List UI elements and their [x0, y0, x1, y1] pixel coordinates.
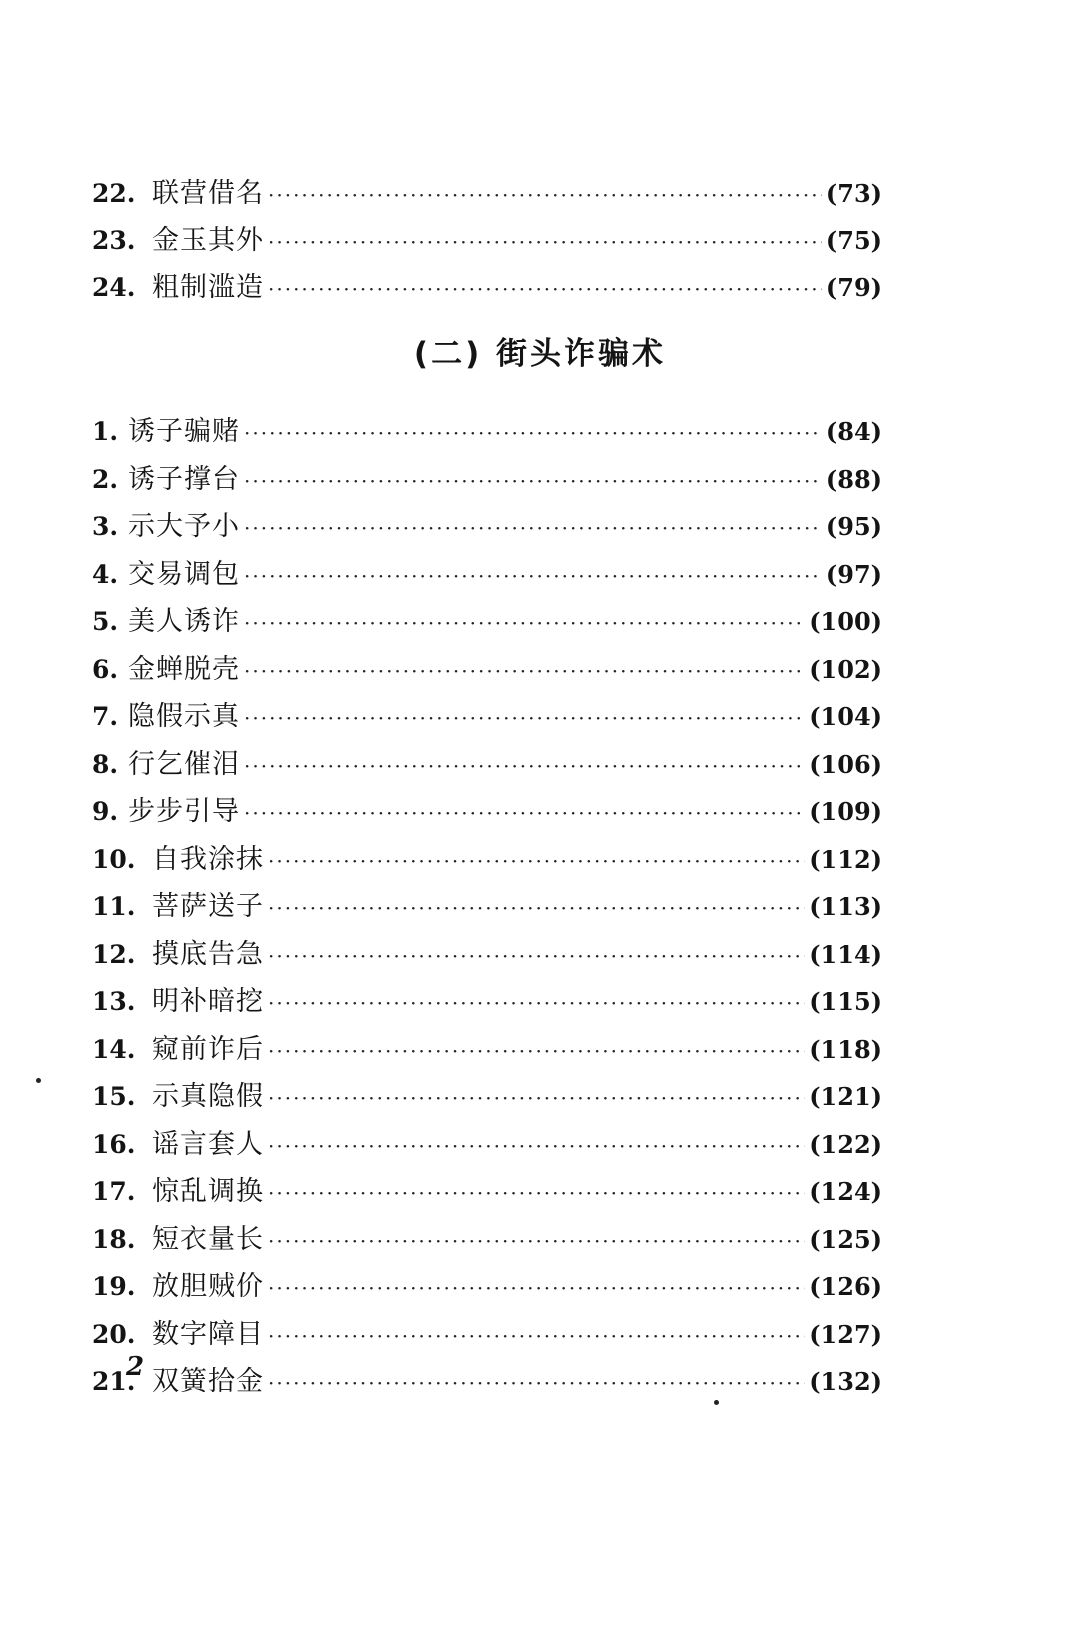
- toc-entry: [92, 693, 882, 741]
- toc-entry-number: 18.: [92, 1224, 136, 1254]
- toc-leader-dots: [244, 600, 805, 648]
- section-heading: (二) 街头诈骗术: [413, 336, 667, 372]
- toc-entry-page: (127): [809, 1319, 882, 1349]
- toc-entry-title: 步步引导: [128, 796, 240, 827]
- toc-entry: [92, 978, 882, 1026]
- toc-leader-dots: [268, 1218, 805, 1266]
- toc-entry-number: 2.: [92, 464, 119, 494]
- toc-entry-page: (73): [825, 179, 882, 208]
- toc-entry: [92, 1358, 882, 1406]
- toc-leader-dots: [244, 553, 822, 601]
- toc-entry-number: 15.: [92, 1082, 136, 1111]
- toc-entry-page: (132): [809, 1367, 882, 1396]
- toc-leader-dots: [244, 458, 822, 506]
- toc-entry: [92, 931, 882, 979]
- toc-entry-title: 短衣量长: [152, 1223, 264, 1255]
- toc-entry: [92, 408, 882, 456]
- toc-entry-number: 22.: [92, 179, 136, 208]
- toc-entry-number: 12.: [92, 939, 136, 969]
- toc-entry-page: (118): [809, 1034, 882, 1064]
- toc-entry-title: 双簧拾金: [152, 1366, 264, 1397]
- toc-entry-title: 粗制滥造: [152, 272, 264, 303]
- toc-entry-title: 示真隐假: [152, 1081, 264, 1112]
- toc-entry-title: 谣言套人: [152, 1128, 264, 1160]
- toc-entry-number: 21.: [92, 1367, 136, 1396]
- toc-leader-dots: [244, 410, 822, 458]
- toc-leader-dots: [268, 266, 822, 313]
- toc-entry: [92, 1311, 882, 1359]
- toc-entry-page: (102): [809, 654, 882, 684]
- toc-entry-title: 明补暗挖: [152, 986, 264, 1017]
- toc-leader-dots: [268, 933, 805, 981]
- toc-entry-page: (122): [809, 1129, 882, 1159]
- toc-entry-title: 隐假示真: [128, 701, 240, 732]
- toc-entry-title: 交易调包: [128, 558, 240, 590]
- toc-entry: [92, 264, 882, 311]
- toc-entry-number: 13.: [92, 987, 136, 1016]
- toc-entry-number: 14.: [92, 1034, 136, 1064]
- toc-entry-number: 7.: [92, 702, 119, 731]
- toc-entry-number: 8.: [92, 749, 119, 779]
- toc-entry-number: 24.: [92, 273, 136, 302]
- toc-entry-number: 20.: [92, 1319, 136, 1349]
- toc-entry-title: 行乞催泪: [128, 748, 240, 780]
- toc-entry: [92, 646, 882, 694]
- toc-entry-number: 19.: [92, 1272, 136, 1301]
- toc-entry-title: 惊乱调换: [152, 1176, 264, 1207]
- toc-entry-page: (112): [809, 844, 882, 874]
- toc-entry-page: (79): [825, 273, 882, 302]
- toc-entry-number: 1.: [92, 417, 119, 446]
- toc-entry: [92, 788, 882, 836]
- toc-entry-number: 10.: [92, 844, 136, 874]
- print-speck: [714, 1400, 719, 1405]
- toc-entry-page: (109): [809, 797, 882, 826]
- toc-leader-dots: [268, 1170, 805, 1218]
- toc-entry: [92, 883, 882, 931]
- toc-entry-number: 23.: [92, 226, 136, 255]
- toc-entry: [92, 551, 882, 599]
- toc-leader-dots: [244, 695, 805, 743]
- toc-entry-number: 9.: [92, 797, 119, 826]
- toc-entry-title: 美人诱诈: [128, 606, 240, 637]
- toc-entry: [92, 1026, 882, 1074]
- toc-leader-dots: [268, 980, 805, 1028]
- page-number: 2: [126, 1352, 145, 1382]
- toc-leader-dots: [268, 1313, 805, 1361]
- toc-leader-dots: [244, 790, 805, 838]
- toc-entry-page: (100): [809, 607, 882, 636]
- toc-entry: [92, 503, 882, 551]
- toc-leader-dots: [268, 1028, 805, 1076]
- toc-entry-page: (126): [809, 1272, 882, 1301]
- toc-leader-dots: [268, 838, 805, 886]
- toc-entry: [92, 1121, 882, 1169]
- toc-entry-page: (106): [809, 749, 882, 779]
- toc-entry-title: 菩萨送子: [152, 891, 264, 922]
- toc-entry-page: (121): [809, 1082, 882, 1111]
- toc-entry: [92, 1216, 882, 1264]
- toc-entry-page: (84): [825, 417, 882, 446]
- toc-entry-page: (113): [809, 892, 882, 921]
- toc-entry-title: 金蝉脱壳: [128, 653, 240, 685]
- toc-entry: [92, 1168, 882, 1216]
- toc-section-list: [92, 408, 882, 1406]
- toc-entry: [92, 598, 882, 646]
- toc-entry-page: (124): [809, 1177, 882, 1206]
- toc-entry-title: 诱子骗赌: [128, 416, 240, 447]
- toc-leader-dots: [244, 743, 805, 791]
- toc-entry-title: 数字障目: [152, 1318, 264, 1350]
- toc-entry-title: 诱子撑台: [128, 463, 240, 495]
- toc-leader-dots: [268, 219, 822, 266]
- toc-entry: [92, 741, 882, 789]
- toc-entry-page: (114): [809, 939, 882, 969]
- toc-continued-list: [92, 170, 882, 311]
- toc-entry-page: (115): [809, 987, 882, 1016]
- toc-entry: [92, 1263, 882, 1311]
- toc-entry-number: 6.: [92, 654, 119, 684]
- toc-entry-title: 示大予小: [128, 511, 240, 542]
- print-speck: [36, 1078, 41, 1083]
- toc-entry-page: (88): [825, 464, 882, 494]
- toc-entry-title: 金玉其外: [152, 225, 264, 256]
- toc-leader-dots: [268, 1075, 805, 1123]
- toc-leader-dots: [268, 172, 822, 219]
- toc-entry-title: 放胆贼价: [152, 1271, 264, 1302]
- toc-entry: [92, 170, 882, 217]
- toc-leader-dots: [268, 885, 805, 933]
- toc-leader-dots: [268, 1265, 805, 1313]
- toc-entry-number: 16.: [92, 1129, 136, 1159]
- toc-leader-dots: [244, 648, 805, 696]
- toc-entry-page: (97): [825, 559, 882, 589]
- toc-entry-number: 4.: [92, 559, 119, 589]
- toc-leader-dots: [244, 505, 822, 553]
- toc-entry-title: 摸底告急: [152, 938, 264, 970]
- toc-entry-number: 11.: [92, 892, 136, 921]
- toc-entry-title: 联营借名: [152, 178, 264, 209]
- toc-entry-number: 3.: [92, 512, 119, 541]
- toc-leader-dots: [268, 1360, 805, 1408]
- toc-leader-dots: [268, 1123, 805, 1171]
- toc-entry-page: (104): [809, 702, 882, 731]
- toc-entry: [92, 456, 882, 504]
- toc-entry: [92, 1073, 882, 1121]
- toc-entry-page: (95): [825, 512, 882, 541]
- toc-entry-number: 5.: [92, 607, 119, 636]
- toc-entry: [92, 836, 882, 884]
- toc-entry-title: 窥前诈后: [152, 1033, 264, 1065]
- toc-entry-page: (125): [809, 1224, 882, 1254]
- toc-entry-number: 17.: [92, 1177, 136, 1206]
- toc-entry-page: (75): [825, 226, 882, 255]
- toc-entry: [92, 217, 882, 264]
- toc-entry-title: 自我涂抹: [152, 843, 264, 875]
